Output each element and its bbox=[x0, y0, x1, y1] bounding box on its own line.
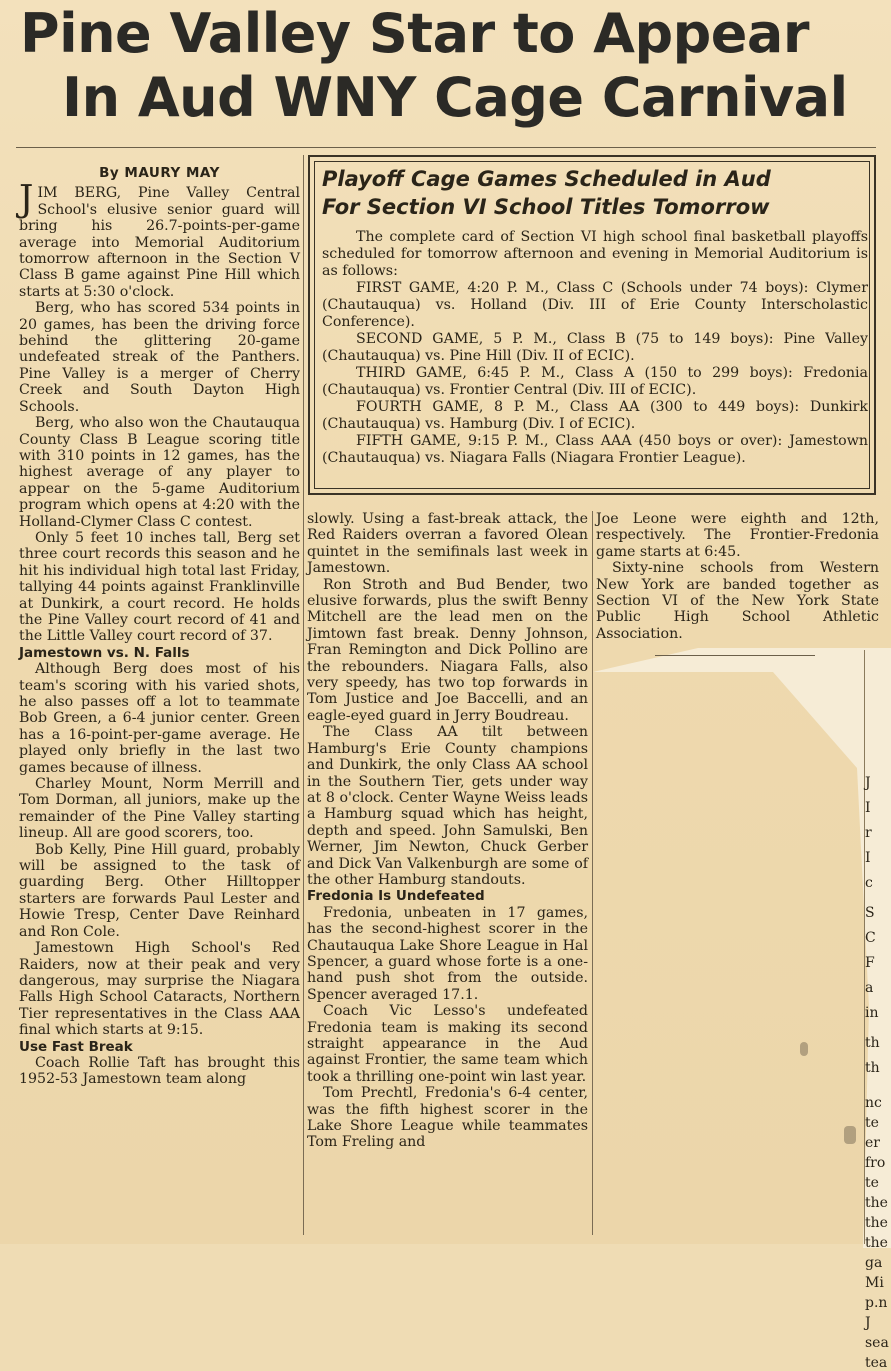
story-paragraph: Coach Vic Lesso's undefeated Fredonia team is making its second straight appearance in the Aud against Frontier, the same team which took a thrilling one-point win last year. bbox=[307, 1003, 588, 1085]
edge-fragment-text: C bbox=[865, 930, 876, 946]
story-paragraph: Bob Kelly, Pine Hill guard, probably will be assigned to the task of guarding Berg. Other Hilltopper starters are forwards Paul Lester and Howie Tresp, Center Dave Reinhard and Ron Cole. bbox=[19, 841, 300, 940]
story-paragraph: Although Berg does most of his team's scoring with his varied shots, he also passes off a lot to teammate Bob Green, a 6-4 junior center. Green has a 16-point-per-game average. He played only briefly in the last two games because of illness. bbox=[19, 661, 300, 776]
ink-blot bbox=[844, 1126, 856, 1144]
story-paragraph: Sixty-nine schools from Western New York are banded together as Section VI of the New York State Public High School Athletic Association. bbox=[596, 560, 879, 642]
headline-line-1: Pine Valley Star to Appear bbox=[20, 2, 809, 65]
edge-fragment-text: th bbox=[865, 1035, 880, 1051]
headline bbox=[20, 2, 880, 130]
schedule-title-line-2: For Section VI School Titles Tomorrow bbox=[322, 195, 770, 219]
edge-fragment-text: th bbox=[865, 1060, 880, 1076]
headline-rule bbox=[16, 147, 876, 148]
edge-fragment-text: J bbox=[865, 1315, 871, 1331]
story-paragraph: Tom Prechtl, Fredonia's 6-4 center, was the fifth highest scorer in the Lake Shore League while teammates Tom Freling and bbox=[307, 1085, 588, 1151]
edge-fragment-text: the bbox=[865, 1195, 888, 1211]
edge-fragment-text: Mi bbox=[865, 1275, 884, 1291]
byline: By MAURY MAY bbox=[99, 165, 220, 181]
subhead-jamestown-vs-falls: Jamestown vs. N. Falls bbox=[19, 644, 190, 661]
schedule-game-4: FOURTH GAME, 8 P. M., Class AA (300 to 449 boys): Dunkirk (Chautauqua) vs. Hamburg (Div. I of ECIC). bbox=[322, 399, 868, 432]
ink-blot bbox=[800, 1042, 808, 1056]
schedule-box-title bbox=[322, 165, 872, 221]
story-paragraph: Charley Mount, Norm Merrill and Tom Dorman, all juniors, make up the remainder of the Pine Valley starting lineup. All are good scorers, too. bbox=[19, 776, 300, 842]
story-paragraph: slowly. Using a fast-break attack, the Red Raiders overran a favored Olean quintet in the semifinals last week in Jamestown. bbox=[307, 511, 588, 577]
headline-line-2: In Aud WNY Cage Carnival bbox=[62, 66, 848, 129]
story-paragraph: Fredonia, unbeaten in 17 games, has the second-highest scorer in the Chautauqua Lake Shore League in Hal Spencer, a guard whose forte is a one-hand push shot from the outside. Spencer averaged 17.1. bbox=[307, 904, 588, 1003]
subhead-fredonia-undefeated: Fredonia Is Undefeated bbox=[307, 888, 485, 905]
story-paragraph: Only 5 feet 10 inches tall, Berg set three court records this season and he hit his individual high total last Friday, tallying 44 points against Franklinville at Dunkirk, a court record. He holds the Pine Valley court record of 41 and the Little Valley court record of 37. bbox=[19, 529, 300, 645]
subhead-use-fast-break: Use Fast Break bbox=[19, 1038, 133, 1055]
edge-fragment-text: the bbox=[865, 1215, 888, 1231]
edge-fragment-text: te bbox=[865, 1115, 879, 1131]
schedule-game-3: THIRD GAME, 6:45 P. M., Class A (150 to 299 boys): Fredonia (Chautauqua) vs. Frontier Central (Div. III of ECIC). bbox=[322, 365, 868, 398]
schedule-game-1: FIRST GAME, 4:20 P. M., Class C (Schools under 74 boys): Clymer (Chautauqua) vs. Holland (Div. III of Erie County Interscholastic Conference). bbox=[322, 280, 868, 330]
schedule-title-line-1: Playoff Cage Games Scheduled in Aud bbox=[322, 167, 771, 191]
schedule-intro: The complete card of Section VI high school final basketball playoffs scheduled for tomorrow afternoon and evening in Memorial Auditorium is as follows: bbox=[322, 229, 868, 279]
story-paragraph: Jamestown High School's Red Raiders, now at their peak and very dangerous, may surprise the Niagara Falls High School Cataracts, Northern Tier representatives in the Class AAA final which starts at 9:15. bbox=[19, 940, 300, 1039]
edge-fragment-text: ga bbox=[865, 1255, 883, 1271]
story-column-3 bbox=[596, 511, 879, 642]
edge-fragment-text: the bbox=[865, 1235, 888, 1251]
edge-fragment-text: J bbox=[865, 775, 871, 791]
edge-fragment-text: nc bbox=[865, 1095, 882, 1111]
edge-fragment-text: sea bbox=[865, 1335, 889, 1351]
adjacent-clipping-fragments bbox=[861, 650, 891, 1371]
schedule-box bbox=[308, 155, 876, 495]
story-paragraph: Joe Leone were eighth and 12th, respectively. The Frontier-Fredonia game starts at 6:45. bbox=[596, 511, 879, 560]
column-rule-1 bbox=[303, 155, 304, 1235]
edge-fragment-text: c bbox=[865, 875, 873, 891]
story-paragraph: Ron Stroth and Bud Bender, two elusive forwards, plus the swift Benny Mitchell are the lead men on the Jimtown fast break. Denny Johnson, Fran Remington and Dick Pollino are the rebounders. Niagara Falls, also very speedy, has two top forwards in Tom Justice and Joe Baccelli, and an eagle-eyed guard in Jerry Boudreau. bbox=[307, 576, 588, 724]
edge-fragment-text: fro bbox=[865, 1155, 886, 1171]
story-paragraph: JIM BERG, Pine Valley Central School's elusive senior guard will bring his 26.7-points-per-game average into Memorial Auditorium tomorrow afternoon in the Section V Class B game against Pine Hill which starts at 5:30 o'clock. bbox=[19, 179, 300, 300]
story-column-2 bbox=[307, 511, 588, 1151]
story-paragraph: Berg, who also won the Chautauqua County Class B League scoring title with 310 points in 12 games, has the highest average of any player to appear on the 5-game Auditorium program which opens at 4:20 with the Holland-Clymer Class C contest. bbox=[19, 415, 300, 530]
edge-fragment-text: r bbox=[865, 825, 872, 841]
schedule-game-2: SECOND GAME, 5 P. M., Class B (75 to 149 boys): Pine Valley (Chautauqua) vs. Pine Hill (Div. II of ECIC). bbox=[322, 331, 868, 364]
story-paragraph: Coach Rollie Taft has brought this 1952-53 Jamestown team along bbox=[19, 1054, 300, 1088]
edge-fragment-text: p.n bbox=[865, 1295, 888, 1311]
edge-fragment-text: te bbox=[865, 1175, 879, 1191]
story-end-rule bbox=[655, 655, 815, 656]
schedule-game-5: FIFTH GAME, 9:15 P. M., Class AAA (450 boys or over): Jamestown (Chautauqua) vs. Niagara Falls (Niagara Frontier League). bbox=[322, 433, 868, 466]
edge-fragment-text: I bbox=[865, 800, 871, 816]
edge-fragment-text: S bbox=[865, 905, 875, 921]
edge-fragment-text: er bbox=[865, 1135, 880, 1151]
edge-fragment-text: tea bbox=[865, 1355, 888, 1371]
edge-fragment-text: I bbox=[865, 850, 871, 866]
drop-cap: J bbox=[19, 179, 34, 221]
story-paragraph: The Class AA tilt between Hamburg's Erie County champions and Dunkirk, the only Class AA school in the Southern Tier, gets under way at 8 o'clock. Center Wayne Weiss leads a Hamburg squad which has height, depth and speed. John Samulski, Ben Werner, Jim Newton, Chuck Gerber and Dick Van Valkenburgh are some of the other Hamburg standouts. bbox=[307, 724, 588, 888]
schedule-box-body bbox=[322, 229, 868, 467]
edge-fragment-text: a bbox=[865, 980, 874, 996]
edge-fragment-text: in bbox=[865, 1005, 879, 1021]
column-rule-2 bbox=[592, 511, 593, 1235]
edge-fragment-text: F bbox=[865, 955, 875, 971]
story-column-1 bbox=[19, 165, 300, 1088]
story-paragraph: Berg, who has scored 534 points in 20 games, has been the driving force behind the glittering 20-game undefeated streak of the Panthers. Pine Valley is a merger of Cherry Creek and South Dayton High Schools. bbox=[19, 300, 300, 415]
